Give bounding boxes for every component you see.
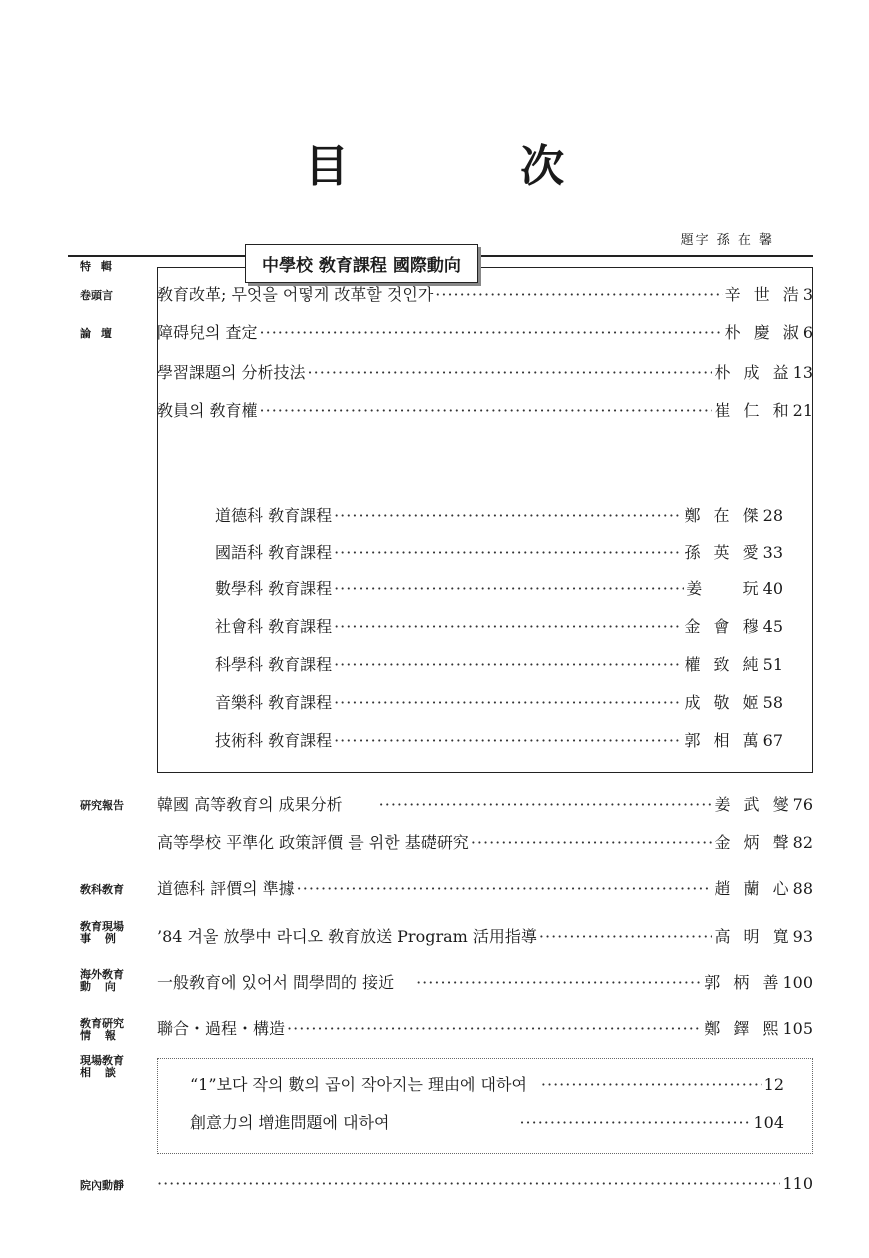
- feature-item-2[interactable]: [215, 542, 783, 564]
- entry-page: 40: [762, 579, 783, 598]
- entry-title: 音樂科 敎育課程: [215, 693, 333, 712]
- leader-dots: [539, 926, 713, 948]
- entry-page: 67: [762, 731, 783, 750]
- entry-title: 障碍兒의 査定: [157, 323, 258, 342]
- entry-title: 科學科 敎育課程: [215, 655, 333, 674]
- leader-dots: [334, 542, 682, 564]
- leader-dots: [287, 1018, 702, 1040]
- leader-dots: [541, 1074, 762, 1096]
- section-label-editorial: 卷頭言: [80, 289, 113, 302]
- entry-title: 學習課題의 分析技法: [157, 363, 306, 382]
- entry-author: 金 炳 聲: [714, 833, 793, 852]
- toc-entry-research-info[interactable]: [157, 1018, 813, 1040]
- entry-author: 朴 慶 淑: [724, 323, 803, 342]
- section-label-line: 海外敎育: [80, 968, 124, 981]
- feature-item-5[interactable]: [215, 654, 783, 676]
- section-label-line: 事 例: [80, 932, 121, 945]
- feature-item-4[interactable]: [215, 616, 783, 638]
- leader-dots: [334, 654, 682, 676]
- entry-page: 3: [802, 285, 813, 304]
- entry-author: 朴 成 益: [714, 363, 793, 382]
- leader-dots: [334, 730, 682, 752]
- entry-author: 成 敬 姬: [684, 693, 763, 712]
- toc-entry-subject-education[interactable]: [157, 878, 813, 900]
- toc-entry-field-cases[interactable]: [157, 926, 813, 948]
- entry-page: 51: [762, 655, 783, 674]
- leader-dots: [379, 794, 713, 816]
- entry-page: 105: [782, 1019, 813, 1038]
- entry-author: 孫 英 愛: [684, 543, 763, 562]
- entry-title: 技術科 敎育課程: [215, 731, 333, 750]
- entry-page: 82: [792, 833, 813, 852]
- entry-page: 93: [792, 927, 813, 946]
- counsel-box: [157, 1058, 813, 1154]
- leader-dots: [334, 616, 682, 638]
- section-label-line: 現場敎育: [80, 1054, 124, 1067]
- page-title: 目 次: [304, 141, 643, 192]
- entry-title: 道德科 評價의 準據: [157, 879, 295, 898]
- entry-author: 辛 世 浩: [724, 285, 803, 304]
- feature-item-1[interactable]: [215, 505, 783, 527]
- entry-title: “1”보다 작의 數의 곱이 작아지는 理由에 대하여: [190, 1075, 527, 1094]
- entry-title: 道德科 敎育課程: [215, 506, 333, 525]
- leader-dots: [157, 1173, 780, 1195]
- entry-author: 郭 柄 善: [704, 973, 783, 992]
- section-label-subject-education: 敎科敎育: [80, 883, 124, 896]
- toc-entry-institute-news[interactable]: [157, 1173, 813, 1195]
- leader-dots: [334, 578, 684, 600]
- feature-title: 中學校 敎育課程 國際動向: [245, 244, 478, 283]
- feature-item-7[interactable]: [215, 730, 783, 752]
- feature-item-3[interactable]: [215, 578, 783, 600]
- entry-title: 國語科 敎育課程: [215, 543, 333, 562]
- entry-page: 13: [792, 363, 813, 382]
- section-label-line: 情 報: [80, 1029, 121, 1042]
- entry-page: 33: [762, 543, 783, 562]
- entry-author: 權 致 純: [684, 655, 763, 674]
- section-label-line: 敎育硏究: [80, 1017, 124, 1030]
- entry-author: 姜 武 燮: [714, 795, 793, 814]
- entry-page: 28: [762, 506, 783, 525]
- section-label-field-cases: [80, 921, 124, 945]
- entry-title: 聯合・過程・構造: [157, 1019, 286, 1038]
- section-label-line: 動 向: [80, 980, 121, 993]
- entry-page: 104: [753, 1113, 784, 1132]
- entry-title: ’84 겨울 放學中 라디오 敎育放送 Program 活用指導: [157, 927, 537, 946]
- entry-page: 76: [792, 795, 813, 814]
- entry-author: 趙 蘭 心: [714, 879, 793, 898]
- entry-author: 姜 玩: [686, 579, 763, 598]
- leader-dots: [519, 1112, 751, 1134]
- section-label-research-info: [80, 1018, 124, 1042]
- entry-author: 郭 相 萬: [684, 731, 763, 750]
- leader-dots: [334, 692, 682, 714]
- section-label-essay: 論 壇: [80, 327, 115, 340]
- entry-author: 鄭 鐸 熙: [704, 1019, 783, 1038]
- entry-page: 100: [782, 973, 813, 992]
- entry-page: 88: [792, 879, 813, 898]
- section-label-research: 硏究報告: [80, 799, 124, 812]
- toc-entry-overseas[interactable]: [157, 972, 813, 994]
- leader-dots: [334, 505, 682, 527]
- entry-page: 58: [762, 693, 783, 712]
- entry-page: 6: [802, 323, 813, 342]
- entry-title: 社會科 敎育課程: [215, 617, 333, 636]
- entry-author: 崔 仁 和: [714, 401, 793, 420]
- entry-title: 數學科 敎育課程: [215, 579, 333, 598]
- entry-author: 高 明 寬: [714, 927, 793, 946]
- toc-entry-counsel-2[interactable]: [190, 1112, 784, 1134]
- leader-dots: [471, 832, 713, 854]
- entry-page: 110: [782, 1174, 813, 1193]
- entry-page: 12: [763, 1075, 784, 1094]
- section-label-overseas: [80, 969, 124, 993]
- entry-title: 一般敎育에 있어서 間學問的 接近: [157, 973, 395, 992]
- feature-item-6[interactable]: [215, 692, 783, 714]
- entry-title: 韓國 高等敎育의 成果分析: [157, 795, 343, 814]
- calligraphy-credit: 題字 孫 在 馨: [680, 233, 774, 248]
- entry-author: 鄭 在 傑: [684, 506, 763, 525]
- section-label-line: 相 談: [80, 1066, 121, 1079]
- entry-title: 敎育改革; 무엇을 어떻게 改革할 것인가: [157, 285, 434, 304]
- entry-title: 創意力의 增進問題에 대하여: [190, 1113, 390, 1132]
- section-label-counsel: [80, 1055, 124, 1079]
- entry-title: 高等學校 平準化 政策評價 를 위한 基礎硏究: [157, 833, 469, 852]
- section-label-institute-news: 院內動靜: [80, 1179, 124, 1192]
- toc-entry-counsel-1[interactable]: [190, 1074, 784, 1096]
- leader-dots: [416, 972, 702, 994]
- section-label-special: 特 輯: [80, 260, 115, 273]
- entry-page: 45: [762, 617, 783, 636]
- entry-title: 敎員의 敎育權: [157, 401, 258, 420]
- entry-page: 21: [792, 401, 813, 420]
- toc-entry-research-1[interactable]: [157, 794, 813, 816]
- leader-dots: [297, 878, 713, 900]
- toc-entry-research-2[interactable]: [157, 832, 813, 854]
- entry-author: 金 會 穆: [684, 617, 763, 636]
- section-label-line: 敎育現場: [80, 920, 124, 933]
